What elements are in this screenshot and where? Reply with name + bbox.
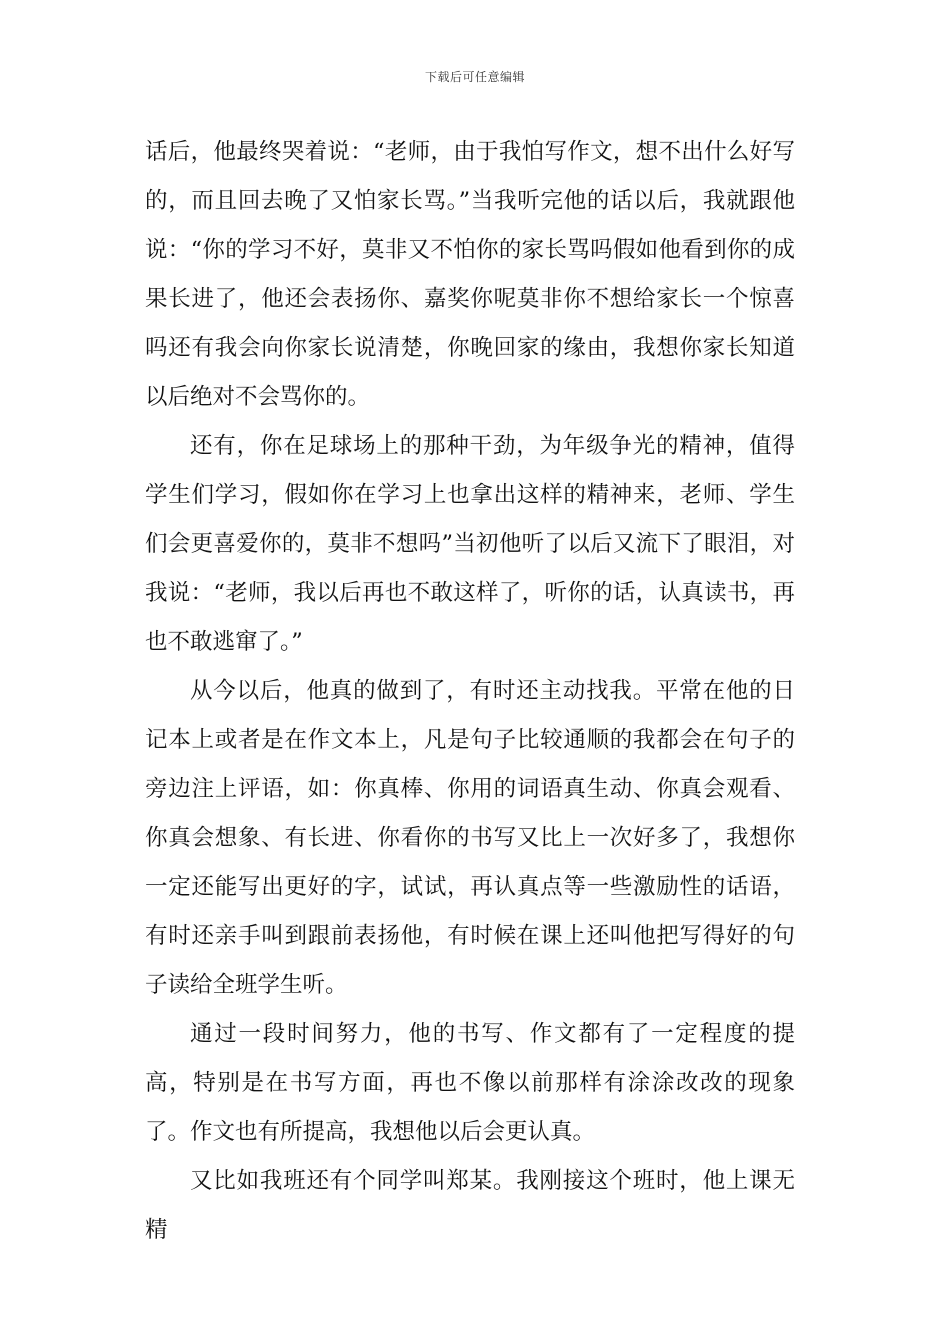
paragraph-2: 还有，你在足球场上的那种干劲，为年级争光的精神，值得学生们学习，假如你在学习上也拿出这样的精神来，老师、学生们会更喜爱你的，莫非不想吗”当初他听了以后又流下了眼泪，对我说：“老师，我以后再也不敢这样了，听你的话，认真读书，再也不敢逃窜了。” — [145, 433, 795, 655]
document-body — [145, 128, 795, 1255]
paragraph-1: 话后，他最终哭着说：“老师，由于我怕写作文，想不出什么好写的，而且回去晚了又怕家长骂。”当我听完他的话以后，我就跟他说：“你的学习不好，莫非又不怕你的家长骂吗假如他看到你的成果长进了，他还会表扬你、嘉奖你呢莫非你不想给家长一个惊喜吗还有我会向你家长说清楚，你晚回家的缘由，我想你家长知道以后绝对不会骂你的。 — [145, 139, 795, 410]
paragraph-4: 通过一段时间努力，他的书写、作文都有了一定程度的提高，特别是在书写方面，再也不像以前那样有涂涂改改的现象了。作文也有所提高，我想他以后会更认真。 — [145, 1021, 795, 1145]
paragraph-3: 从今以后，他真的做到了，有时还主动找我。平常在他的日记本上或者是在作文本上，凡是句子比较通顺的我都会在句子的旁边注上评语，如：你真棒、你用的词语真生动、你真会观看、你真会想象、有长进、你看你的书写又比上一次好多了，我想你一定还能写出更好的字，试试，再认真点等一些激励性的话语，有时还亲手叫到跟前表扬他，有时候在课上还叫他把写得好的句子读给全班学生听。 — [145, 678, 795, 998]
page-header: 下载后可任意编辑 — [424, 70, 525, 84]
paragraph-5: 又比如我班还有个同学叫郑某。我刚接这个班时，他上课无精 — [145, 1168, 795, 1243]
